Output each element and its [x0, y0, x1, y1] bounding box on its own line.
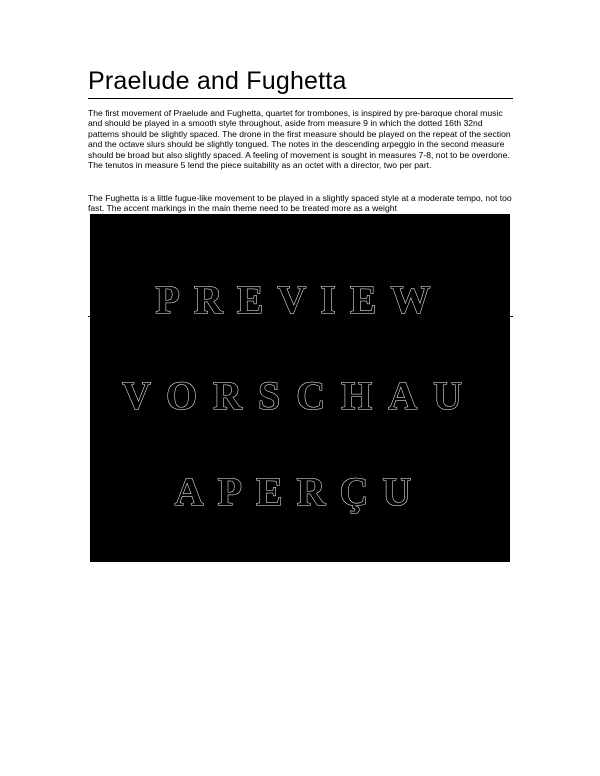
watermark-preview: PREVIEW — [155, 277, 445, 322]
preview-watermark-overlay — [90, 214, 510, 562]
paragraph-praelude: The first movement of Praelude and Fughetta, quartet for trombones, is inspired by pre-baroque choral music and should be played in a smooth style throughout, aside from measure 9 in which the dotted 16th 32nd patterns should be slightly spaced. The drone in the first measure should be played on the repeat of the section and the octave slurs should be slightly tongued. The notes in the descending arpeggio in the second measure should be broad but also slightly spaced. A feeling of movement is sought in measures 7-8, not to be overdone. The tenutos in measure 5 lend the piece suitability as an octet with a director, two per part. — [88, 108, 511, 171]
watermark-apercu: APERÇU — [174, 469, 426, 514]
page-title: Praelude and Fughetta — [88, 66, 513, 99]
watermark-vorschau: VORSCHAU — [121, 373, 479, 418]
paragraph-fughetta: The Fughetta is a little fugue-like movement to be played in a slightly spaced style at a moderate tempo, not too fast. The accent markings in the main theme need to be treated more as a weight — [88, 193, 512, 214]
